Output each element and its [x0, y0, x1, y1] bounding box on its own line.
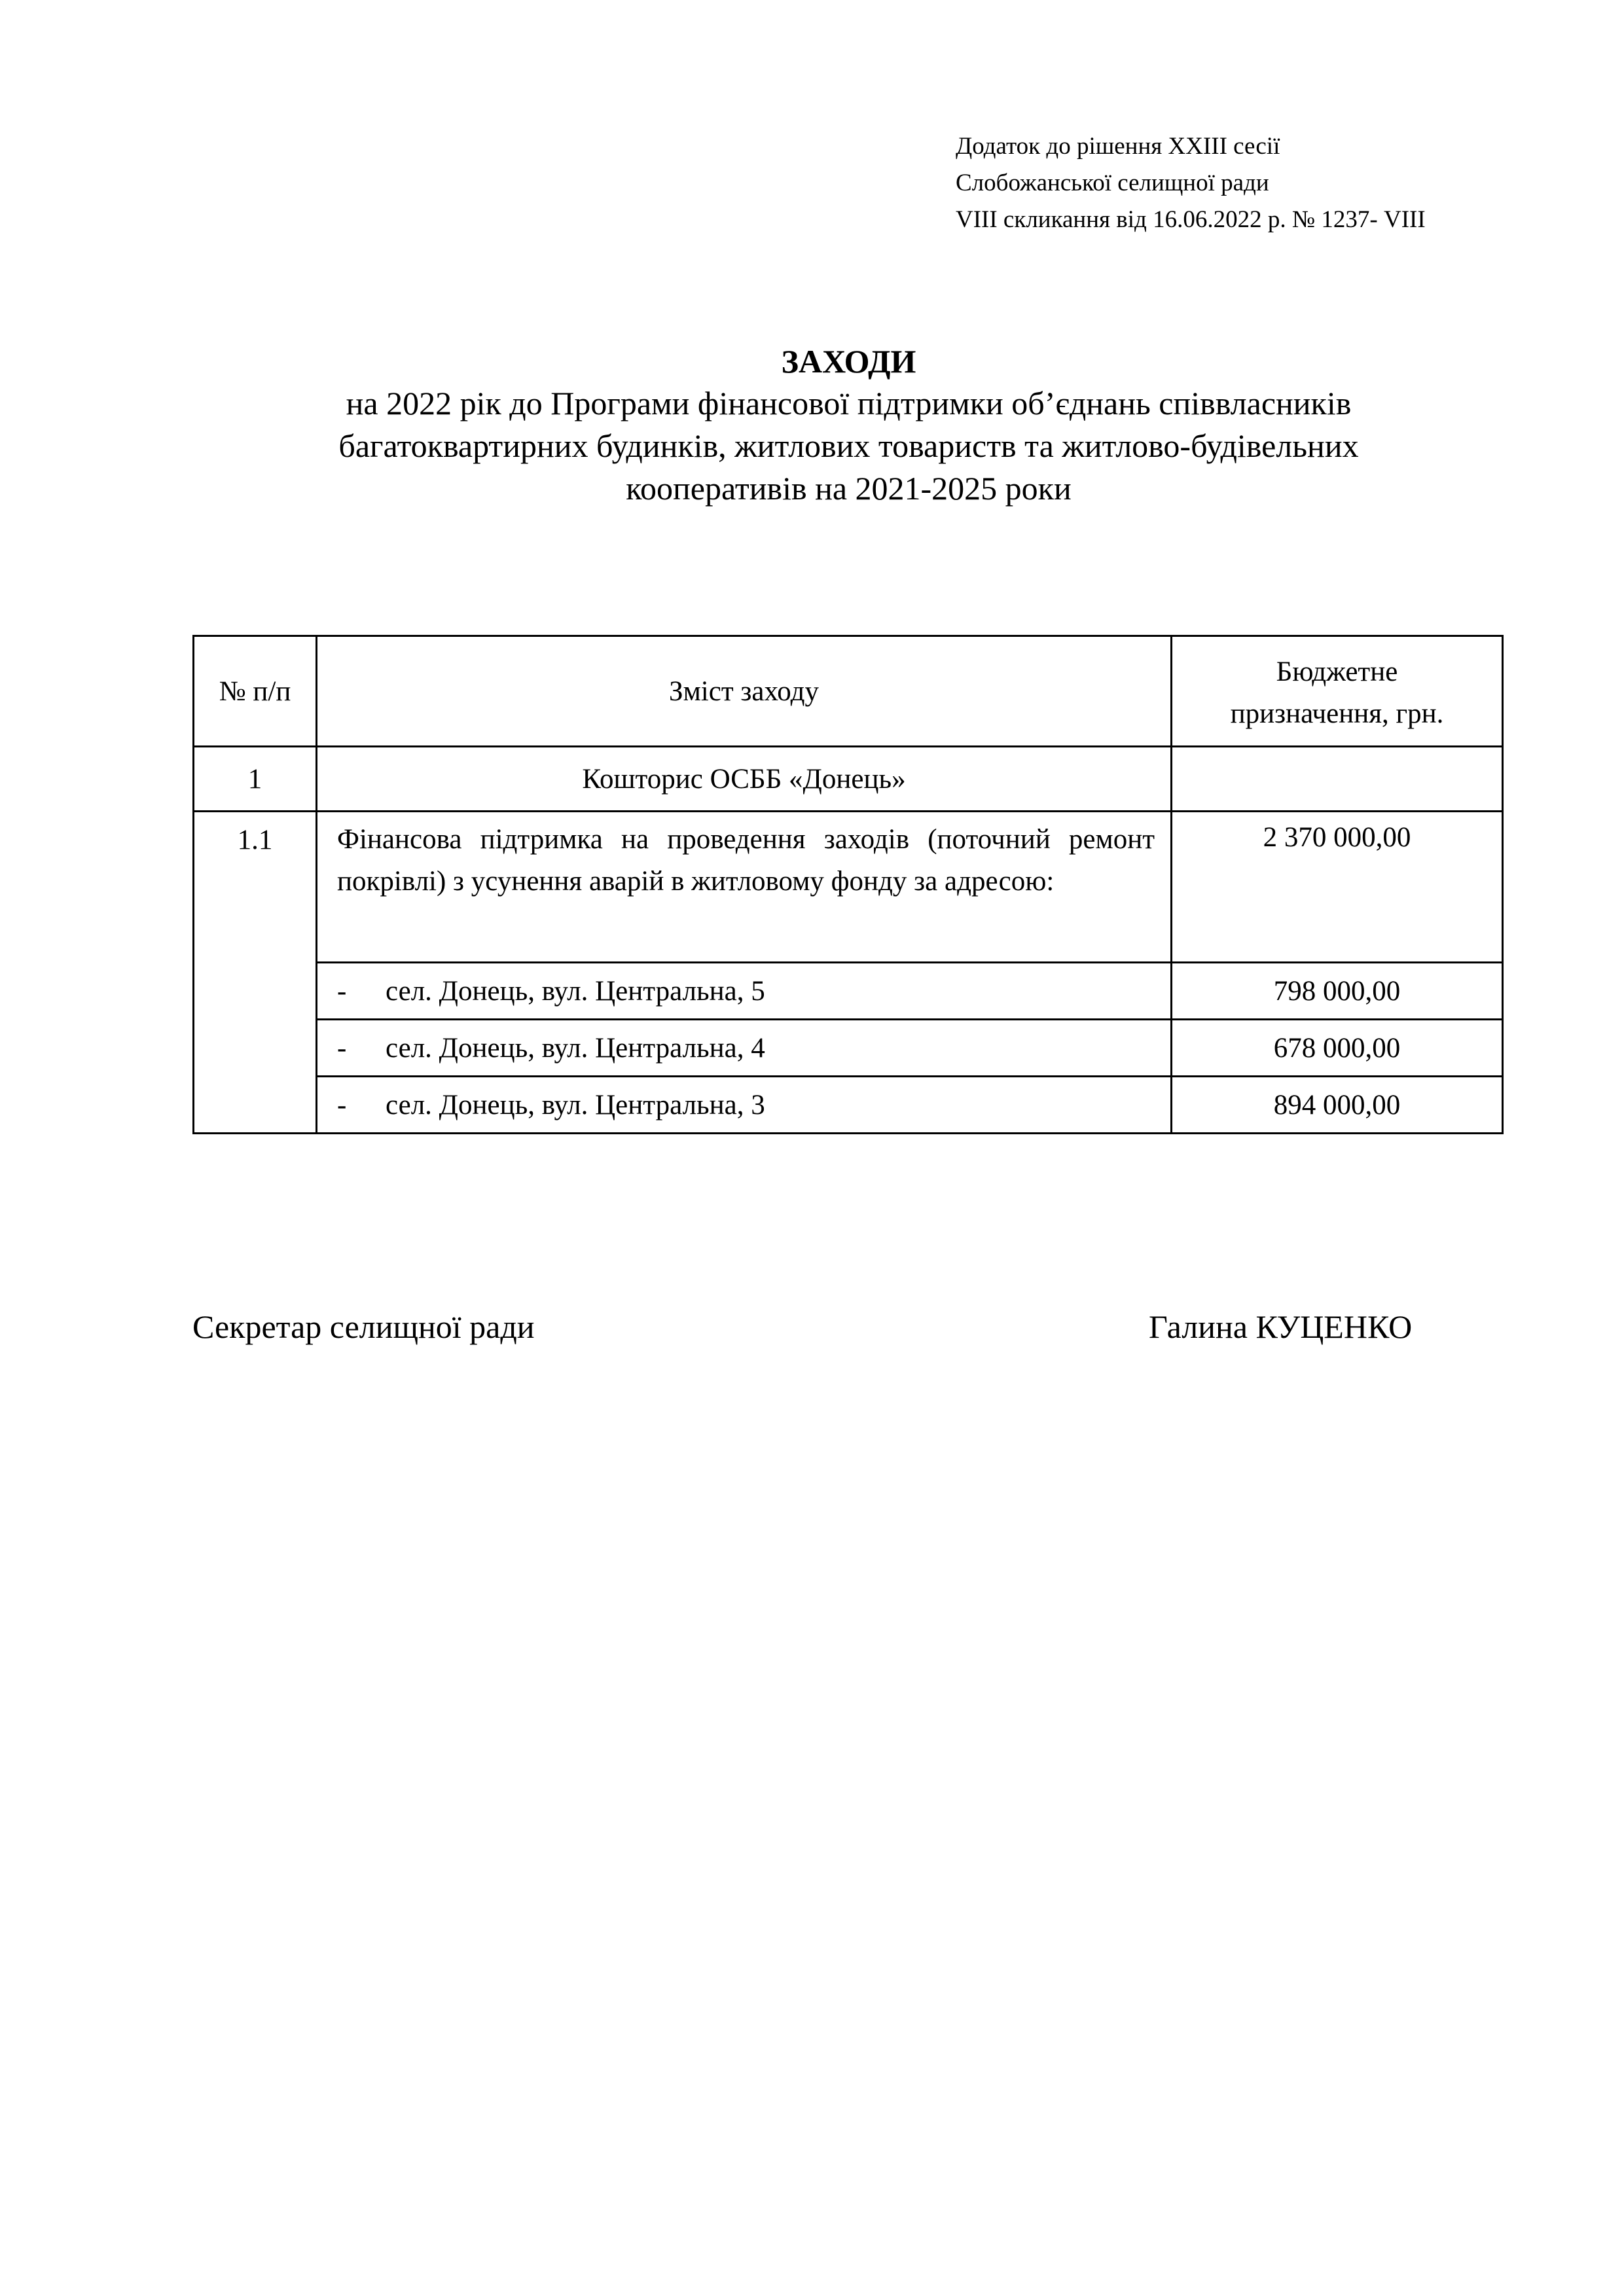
address-dash: - [337, 1089, 347, 1121]
address-text: сел. Донець, вул. Центральна, 5 [386, 975, 765, 1007]
subtitle-line-2: багатоквартирних будинків, житлових товариств та житлово-будівельних [338, 427, 1359, 464]
section-budget [1172, 747, 1503, 812]
title-block [0, 340, 1624, 510]
row-num: 1.1 [194, 812, 317, 1134]
table-header-row [194, 636, 1503, 747]
document-subtitle [73, 382, 1624, 510]
header-content: Зміст заходу [317, 636, 1172, 747]
annex-line-2: Слобожанської селищної ради [956, 170, 1269, 196]
header-budget [1172, 636, 1503, 747]
document-title: ЗАХОДИ [781, 343, 916, 380]
address-text: сел. Донець, вул. Центральна, 3 [386, 1089, 765, 1121]
annex-line-3: VIII скликання від 16.06.2022 р. № 1237- VIII [956, 206, 1426, 233]
address-text: сел. Донець, вул. Центральна, 4 [386, 1032, 765, 1064]
address-row [194, 1077, 1503, 1134]
subtitle-line-3: кооперативів на 2021-2025 роки [626, 470, 1072, 507]
row-text: Фінансова підтримка на проведення заходів (поточний ремонт покрівлі) з усунення аварій в житловому фонду за адресою: [317, 812, 1172, 963]
address-cell [317, 1077, 1172, 1134]
address-sum: 678 000,00 [1172, 1020, 1503, 1077]
section-num: 1 [194, 747, 317, 812]
row-sum: 2 370 000,00 [1172, 812, 1503, 963]
annex-note [956, 128, 1426, 238]
subtitle-line-1: на 2022 рік до Програми фінансової підтримки об’єднань співвласників [346, 385, 1352, 422]
address-dash: - [337, 975, 347, 1007]
address-cell [317, 1020, 1172, 1077]
section-name: Кошторис ОСББ «Донець» [317, 747, 1172, 812]
address-sum: 798 000,00 [1172, 963, 1503, 1020]
address-row [194, 1020, 1503, 1077]
annex-line-1: Додаток до рішення XXIII сесії [956, 133, 1280, 160]
header-budget-line-2: призначення, грн. [1230, 698, 1444, 729]
address-cell [317, 963, 1172, 1020]
measures-table [192, 635, 1504, 1134]
address-dash: - [337, 1032, 347, 1064]
address-row [194, 963, 1503, 1020]
header-budget-line-1: Бюджетне [1276, 656, 1398, 687]
section-row [194, 747, 1503, 812]
header-num: № п/п [194, 636, 317, 747]
address-sum: 894 000,00 [1172, 1077, 1503, 1134]
signature-name: Галина КУЦЕНКО [1149, 1308, 1413, 1345]
signature-position: Секретар селищної ради [192, 1308, 535, 1345]
table-row [194, 812, 1503, 963]
